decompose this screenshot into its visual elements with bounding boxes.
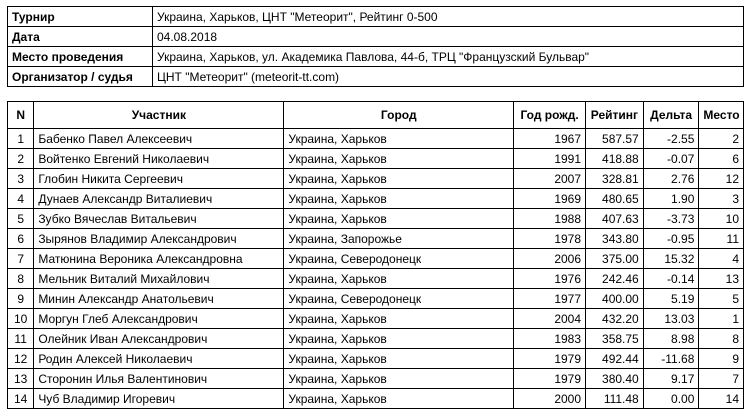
cell-delta: -0.95 [643, 229, 699, 249]
cell-participant: Матюнина Вероника Александровна [34, 249, 284, 269]
cell-city: Украина, Харьков [284, 149, 514, 169]
cell-rating: 400.00 [586, 289, 644, 309]
cell-year: 1983 [514, 329, 586, 349]
cell-city: Украина, Харьков [284, 329, 514, 349]
cell-city: Украина, Харьков [284, 309, 514, 329]
cell-rating: 328.81 [586, 169, 644, 189]
table-row [8, 249, 744, 269]
info-value: Украина, Харьков, ул. Академика Павлова, 44-б, ТРЦ "Французский Бульвар" [153, 47, 744, 67]
cell-year: 1991 [514, 149, 586, 169]
info-value: ЦНТ "Метеорит" (meteorit-tt.com) [153, 67, 744, 87]
cell-delta: 0.00 [643, 389, 699, 409]
cell-participant: Сторонин Илья Валентинович [34, 369, 284, 389]
cell-place: 14 [699, 389, 744, 409]
cell-participant: Дунаев Александр Виталиевич [34, 189, 284, 209]
cell-n: 2 [8, 149, 34, 169]
cell-rating: 375.00 [586, 249, 644, 269]
header-participant: Участник [34, 102, 284, 129]
cell-n: 14 [8, 389, 34, 409]
info-value: 04.08.2018 [153, 27, 744, 47]
cell-city: Украина, Харьков [284, 129, 514, 149]
cell-city: Украина, Северодонецк [284, 249, 514, 269]
cell-participant: Зырянов Владимир Александрович [34, 229, 284, 249]
header-delta: Дельта [643, 102, 699, 129]
cell-rating: 480.65 [586, 189, 644, 209]
cell-delta: 5.19 [643, 289, 699, 309]
table-row [8, 329, 744, 349]
table-row [8, 289, 744, 309]
info-label: Место проведения [8, 47, 153, 67]
cell-participant: Мельник Виталий Михайлович [34, 269, 284, 289]
cell-delta: 13.03 [643, 309, 699, 329]
cell-delta: 9.17 [643, 369, 699, 389]
cell-year: 1967 [514, 129, 586, 149]
cell-place: 1 [699, 309, 744, 329]
cell-delta: -11.68 [643, 349, 699, 369]
cell-n: 7 [8, 249, 34, 269]
cell-place: 4 [699, 249, 744, 269]
cell-place: 10 [699, 209, 744, 229]
table-row [8, 229, 744, 249]
cell-n: 6 [8, 229, 34, 249]
cell-participant: Войтенко Евгений Николаевич [34, 149, 284, 169]
cell-rating: 407.63 [586, 209, 644, 229]
cell-year: 1979 [514, 369, 586, 389]
cell-delta: 15.32 [643, 249, 699, 269]
cell-year: 1978 [514, 229, 586, 249]
cell-delta: 1.90 [643, 189, 699, 209]
info-label: Дата [8, 27, 153, 47]
cell-year: 1988 [514, 209, 586, 229]
table-row [8, 309, 744, 329]
header-place: Место [699, 102, 744, 129]
info-value: Украина, Харьков, ЦНТ "Метеорит", Рейтинг 0-500 [153, 7, 744, 27]
cell-year: 2007 [514, 169, 586, 189]
cell-year: 1969 [514, 189, 586, 209]
cell-place: 2 [699, 129, 744, 149]
cell-year: 1976 [514, 269, 586, 289]
cell-rating: 242.46 [586, 269, 644, 289]
table-row [8, 349, 744, 369]
tournament-info-body [8, 7, 744, 87]
cell-participant: Родин Алексей Николаевич [34, 349, 284, 369]
cell-city: Украина, Северодонецк [284, 289, 514, 309]
cell-participant: Моргун Глеб Александрович [34, 309, 284, 329]
cell-city: Украина, Харьков [284, 349, 514, 369]
cell-n: 3 [8, 169, 34, 189]
cell-rating: 587.57 [586, 129, 644, 149]
cell-year: 2006 [514, 249, 586, 269]
tournament-info-table [7, 6, 744, 87]
table-row [8, 169, 744, 189]
table-row [8, 369, 744, 389]
cell-delta: -0.14 [643, 269, 699, 289]
info-row [8, 7, 744, 27]
info-row [8, 27, 744, 47]
header-row [8, 102, 744, 129]
table-row [8, 269, 744, 289]
cell-n: 4 [8, 189, 34, 209]
cell-n: 11 [8, 329, 34, 349]
cell-delta: 8.98 [643, 329, 699, 349]
cell-delta: -3.73 [643, 209, 699, 229]
cell-place: 13 [699, 269, 744, 289]
cell-n: 9 [8, 289, 34, 309]
cell-place: 9 [699, 349, 744, 369]
cell-n: 13 [8, 369, 34, 389]
results-table [7, 101, 744, 409]
cell-city: Украина, Харьков [284, 389, 514, 409]
cell-delta: 2.76 [643, 169, 699, 189]
cell-rating: 343.80 [586, 229, 644, 249]
cell-n: 1 [8, 129, 34, 149]
cell-place: 6 [699, 149, 744, 169]
cell-city: Украина, Харьков [284, 169, 514, 189]
cell-rating: 418.88 [586, 149, 644, 169]
cell-delta: -2.55 [643, 129, 699, 149]
cell-rating: 358.75 [586, 329, 644, 349]
header-year: Год рожд. [514, 102, 586, 129]
cell-rating: 492.44 [586, 349, 644, 369]
cell-participant: Минин Александр Анатольевич [34, 289, 284, 309]
cell-rating: 111.48 [586, 389, 644, 409]
info-label: Организатор / судья [8, 67, 153, 87]
cell-city: Украина, Запорожье [284, 229, 514, 249]
cell-year: 2000 [514, 389, 586, 409]
cell-place: 5 [699, 289, 744, 309]
header-rating: Рейтинг [586, 102, 644, 129]
cell-place: 11 [699, 229, 744, 249]
info-row [8, 47, 744, 67]
cell-city: Украина, Харьков [284, 269, 514, 289]
cell-year: 2004 [514, 309, 586, 329]
table-row [8, 189, 744, 209]
cell-n: 8 [8, 269, 34, 289]
cell-place: 8 [699, 329, 744, 349]
table-row [8, 129, 744, 149]
results-table-header [8, 102, 744, 129]
cell-rating: 432.20 [586, 309, 644, 329]
cell-rating: 380.40 [586, 369, 644, 389]
cell-n: 10 [8, 309, 34, 329]
cell-year: 1979 [514, 349, 586, 369]
cell-n: 12 [8, 349, 34, 369]
cell-participant: Глобин Никита Сергеевич [34, 169, 284, 189]
cell-place: 7 [699, 369, 744, 389]
cell-participant: Чуб Владимир Игоревич [34, 389, 284, 409]
cell-participant: Олейник Иван Александрович [34, 329, 284, 349]
header-city: Город [284, 102, 514, 129]
cell-city: Украина, Харьков [284, 189, 514, 209]
info-label: Турнир [8, 7, 153, 27]
cell-n: 5 [8, 209, 34, 229]
table-row [8, 149, 744, 169]
results-table-body [8, 129, 744, 409]
cell-city: Украина, Харьков [284, 209, 514, 229]
cell-place: 12 [699, 169, 744, 189]
table-row [8, 209, 744, 229]
info-row [8, 67, 744, 87]
header-n: N [8, 102, 34, 129]
cell-city: Украина, Харьков [284, 369, 514, 389]
cell-delta: -0.07 [643, 149, 699, 169]
cell-participant: Бабенко Павел Алексеевич [34, 129, 284, 149]
table-row [8, 389, 744, 409]
cell-year: 1977 [514, 289, 586, 309]
cell-participant: Зубко Вячеслав Витальевич [34, 209, 284, 229]
cell-place: 3 [699, 189, 744, 209]
